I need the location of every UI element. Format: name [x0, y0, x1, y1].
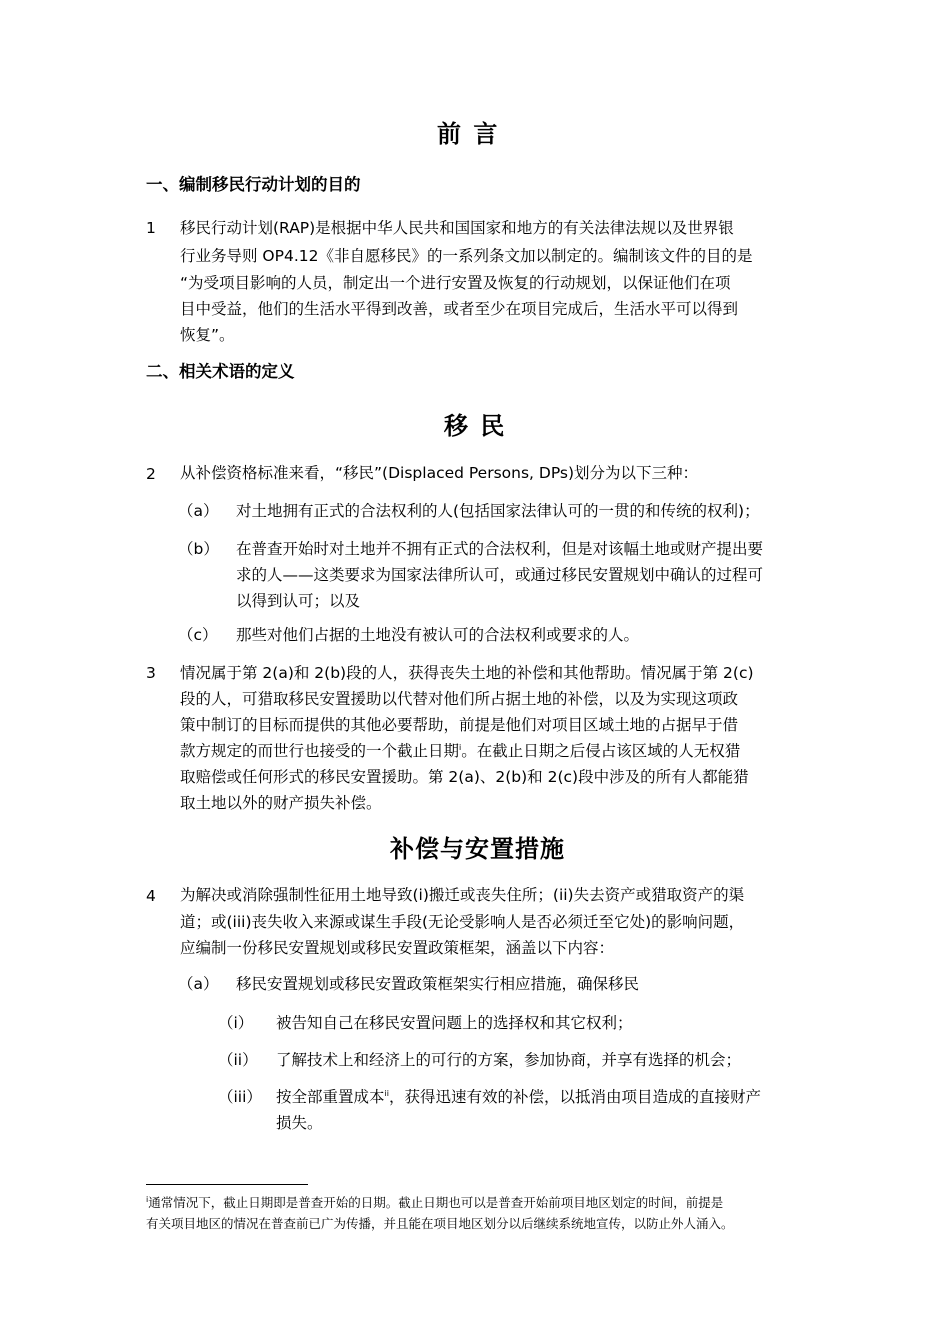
- paragraph-number: 3: [146, 664, 156, 682]
- list-item-text: 以得到认可；以及: [236, 592, 361, 610]
- paragraph-3-line: 取赔偿或任何形式的移民安置援助。第 2(a)、2(b)和 2(c)段中涉及的所有人都能猎: [180, 768, 749, 786]
- paragraph-number: 1: [146, 219, 156, 237]
- footnote-separator: [146, 1184, 308, 1185]
- sub-item-text-part: ，获得迅速有效的补偿，以抵消由项目造成的直接财产: [388, 1088, 761, 1106]
- paragraph-1-line: 恢复”。: [180, 326, 235, 344]
- footnote-line: 有关项目地区的情况在普查前已广为传播，并且能在项目地区划分以后继续系统地宣传，以防止外人涌入。: [146, 1216, 734, 1231]
- sub-item-text: 损失。: [276, 1114, 323, 1132]
- sub-item-text-part: 按全部重置成本: [276, 1088, 385, 1106]
- footnote-mark: i: [459, 742, 462, 752]
- list-item-text: 求的人——这类要求为国家法律所认可，或通过移民安置规划中确认的过程可: [236, 566, 764, 584]
- list-item-label: （a）: [178, 975, 219, 993]
- list-item-label: （a）: [178, 502, 219, 520]
- paragraph-2-line: 从补偿资格标准来看，“移民”(Displaced Persons, DPs)划分为以下三种：: [180, 464, 699, 482]
- section-heading-purpose: 一、编制移民行动计划的目的: [146, 175, 361, 194]
- section-title-compensation: 补偿与安置措施: [390, 835, 565, 863]
- paragraph-1-line: 目中受益，他们的生活水平得到改善，或者至少在项目完成后，生活水平可以得到: [180, 300, 739, 318]
- paragraph-3-line: 策中制订的目标而提供的其他必要帮助，前提是他们对项目区域土地的占据早于借: [180, 716, 739, 734]
- page-title: 前 言: [437, 120, 500, 148]
- sub-item-text: 了解技术上和经济上的可行的方案，参加协商，并享有选择的机会；: [276, 1051, 742, 1069]
- section-heading-definitions: 二、相关术语的定义: [146, 362, 295, 381]
- list-item-label: （b）: [178, 540, 219, 558]
- list-item-text: 在普查开始时对土地并不拥有正式的合法权利，但是对该幅土地或财产提出要: [236, 540, 764, 558]
- list-item-label: （c）: [178, 626, 218, 644]
- sub-item-text: [276, 1084, 761, 1110]
- paragraph-4-line: 道；或(iii)丧失收入来源或谋生手段(无论受影响人是否必须迁至它处)的影响问题，: [180, 913, 745, 931]
- list-item-text: 移民安置规划或移民安置政策框架实行相应措施，确保移民: [236, 975, 640, 993]
- list-item-text: 对土地拥有正式的合法权利的人(包括国家法律认可的一贯的和传统的权利)；: [236, 502, 760, 520]
- paragraph-3-line: 取土地以外的财产损失补偿。: [180, 794, 382, 812]
- paragraph-number: 4: [146, 887, 156, 905]
- paragraph-1-line: 移民行动计划(RAP)是根据中华人民共和国国家和地方的有关法律法规以及世界银: [180, 219, 734, 237]
- footnote-mark: i: [146, 1194, 149, 1204]
- paragraph-4-line: 应编制一份移民安置规划或移民安置政策框架，涵盖以下内容：: [180, 939, 615, 957]
- paragraph-1-line: “为受项目影响的人员，制定出一个进行安置及恢复的行动规划，以保证他们在项: [180, 274, 731, 292]
- paragraph-3-line: 情况属于第 2(a)和 2(b)段的人，获得丧失土地的补偿和其他帮助。情况属于第 2(c): [180, 664, 754, 682]
- paragraph-1-line: 行业务导则 OP4.12《非自愿移民》的一系列条文加以制定的。编制该文件的目的是: [180, 247, 753, 265]
- sub-item-label: （iii）: [218, 1088, 262, 1106]
- footnote-text: 通常情况下，截止日期即是普查开始的日期。截止日期也可以是普查开始前项目地区划定的时间，前提是: [148, 1195, 724, 1210]
- paragraph-3-line: 段的人，可猎取移民安置援助以代替对他们所占据土地的补偿，以及为实现这项政: [180, 690, 739, 708]
- section-title-displaced: 移 民: [444, 412, 507, 440]
- paragraph-3-text: 款方规定的而世行也接受的一个截止日期: [180, 742, 460, 760]
- paragraph-4-line: 为解决或消除强制性征用土地导致(i)搬迁或丧失住所；(ii)失去资产或猎取资产的渠: [180, 886, 745, 904]
- paragraph-3-line: [180, 738, 740, 764]
- sub-item-label: （i）: [218, 1014, 254, 1032]
- sub-item-text: 被告知自己在移民安置问题上的选择权和其它权利；: [276, 1014, 633, 1032]
- footnote-line: [146, 1192, 723, 1213]
- sub-item-label: （ii）: [218, 1051, 258, 1069]
- footnote-mark: ii: [384, 1088, 389, 1098]
- list-item-text: 那些对他们占据的土地没有被认可的合法权利或要求的人。: [236, 626, 640, 644]
- paragraph-number: 2: [146, 465, 156, 483]
- paragraph-3-text: 。在截止日期之后侵占该区域的人无权猎: [461, 742, 741, 760]
